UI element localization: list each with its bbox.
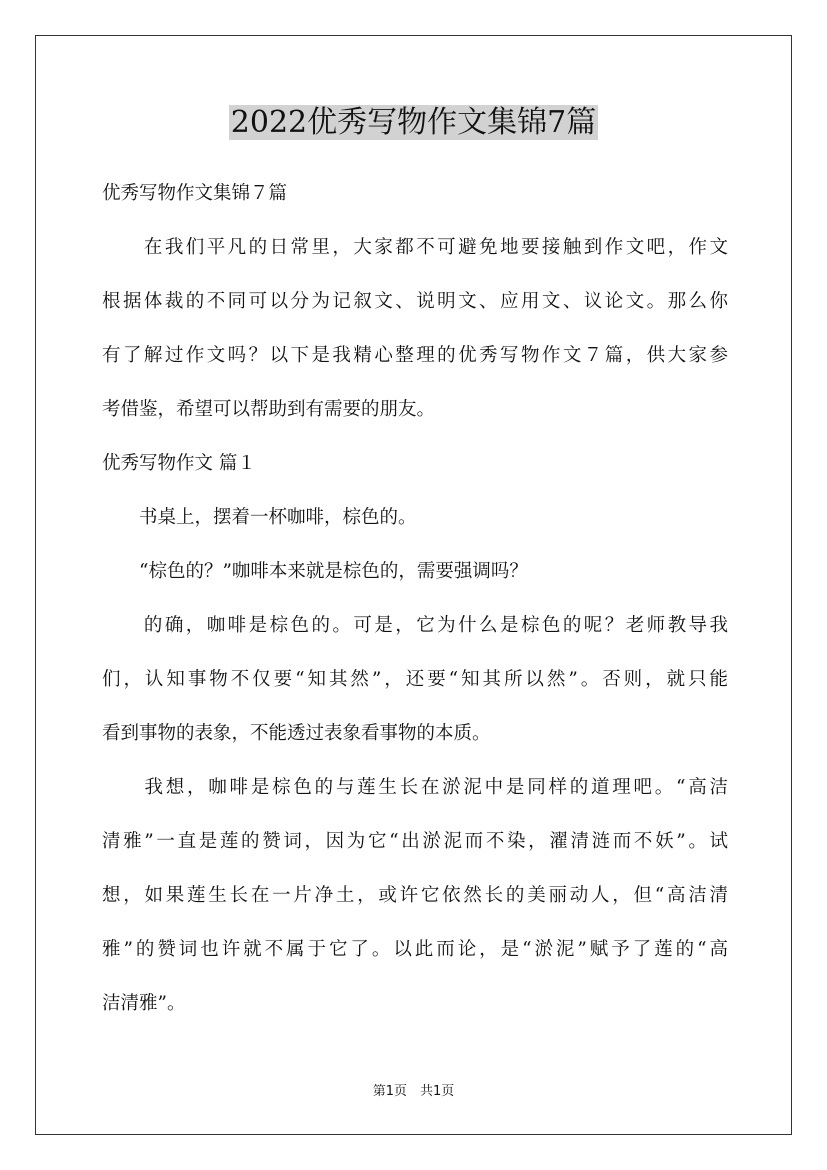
intro-line: 有了解过作文吗？以下是我精心整理的优秀写物作文７篇，供大家参: [102, 345, 728, 366]
paragraph-line: 我想，咖啡是棕色的与莲生长在淤泥中是同样的道理吧。“高洁: [102, 777, 728, 798]
paragraph-line: 们，认知事物不仅要“知其然”，还要“知其所以然”。否则，就只能: [102, 669, 728, 690]
paragraph-line: 想，如果莲生长在一片净土，或许它依然长的美丽动人，但“高洁清: [102, 885, 728, 906]
document-subtitle: 优秀写物作文集锦７篇: [102, 183, 288, 204]
document-title: [0, 103, 827, 143]
document-title-text: 2022优秀写物作文集锦7篇: [230, 105, 597, 140]
paragraph-line: 看到事物的表象，不能透过表象看事物的本质。: [102, 723, 491, 744]
paragraph-line: 的确，咖啡是棕色的。可是，它为什么是棕色的呢？老师教导我: [102, 615, 728, 636]
intro-line: 根据体裁的不同可以分为记叙文、说明文、应用文、议论文。那么你: [102, 291, 728, 312]
page-footer: 第1页 共1页: [372, 1084, 455, 1099]
paragraph-line: 清雅”一直是莲的赞词，因为它“出淤泥而不染，濯清涟而不妖”。试: [102, 831, 728, 852]
paragraph-line: 书桌上，摆着一杯咖啡，棕色的。: [102, 507, 417, 528]
section-heading: 优秀写物作文 篇１: [102, 453, 256, 474]
paragraph-line: 洁清雅”。: [102, 993, 186, 1014]
intro-line: 在我们平凡的日常里，大家都不可避免地要接触到作文吧，作文: [102, 237, 728, 258]
paragraph-line: “棕色的？”咖啡本来就是棕色的，需要强调吗？: [102, 561, 528, 582]
intro-line: 考借鉴，希望可以帮助到有需要的朋友。: [102, 399, 436, 420]
paragraph-line: 雅”的赞词也许就不属于它了。以此而论，是“淤泥”赋予了莲的“高: [102, 939, 728, 960]
